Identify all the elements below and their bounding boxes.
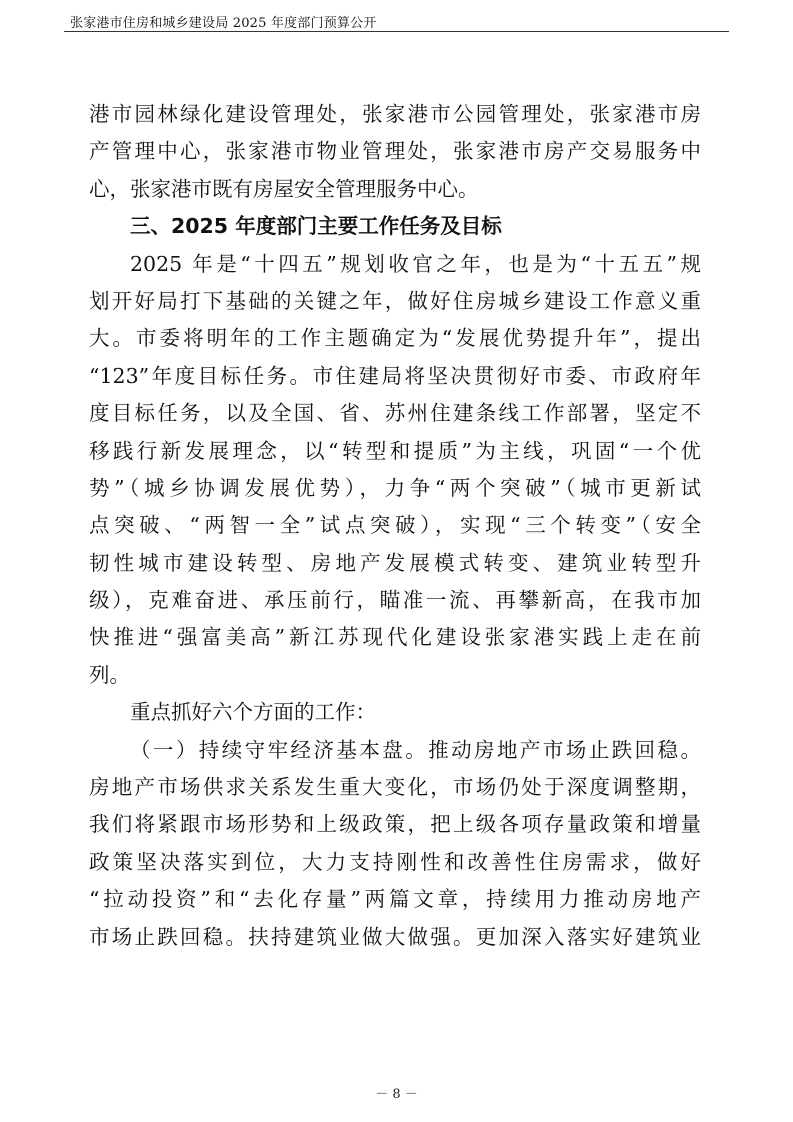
- text-line: 政策坚决落实到位，大力支持刚性和改善性住房需求，做好: [89, 849, 701, 874]
- text-line: 划开好局打下基础的关键之年，做好住房城乡建设工作意义重: [89, 288, 701, 313]
- text-line: 列。: [89, 662, 130, 687]
- text-line: 港市园林绿化建设管理处，张家港市公园管理处，张家港市房: [89, 102, 701, 126]
- header-rule: [64, 31, 729, 32]
- text-line: 快推进“强富美高”新江苏现代化建设张家港实践上走在前: [89, 625, 701, 650]
- text-line: 产管理中心，张家港市物业管理处，张家港市房产交易服务中: [89, 139, 701, 164]
- document-body: [89, 96, 701, 956]
- section-heading: 三、2025 年度部门主要工作任务及目标: [130, 214, 502, 239]
- page-number: － 8 －: [375, 1087, 418, 1102]
- running-header: 张家港市住房和城乡建设局 2025 年度部门预算公开: [70, 16, 377, 31]
- text-line: 重点抓好六个方面的工作：: [130, 700, 376, 725]
- text-line: 级），克难奋进、承压前行，瞄准一流、再攀新高，在我市加: [89, 588, 701, 613]
- text-line: 我们将紧跟市场形势和上级政策，把上级各项存量政策和增量: [89, 812, 701, 837]
- text-line: 房地产市场供求关系发生重大变化，市场仍处于深度调整期，: [89, 775, 701, 800]
- text-line: 点突破、“两智一全”试点突破），实现“三个转变”（安全: [89, 513, 701, 538]
- text-line: 大。市委将明年的工作主题确定为“发展优势提升年”，提出: [89, 326, 701, 351]
- text-line: 势”（城乡协调发展优势），力争“两个突破”（城市更新试: [89, 475, 701, 500]
- text-line: 度目标任务，以及全国、省、苏州住建条线工作部署，坚定不: [89, 401, 701, 426]
- text-line: 2025 年是“十四五”规划收官之年，也是为“十五五”规: [130, 251, 701, 276]
- text-line: 韧性城市建设转型、房地产发展模式转变、建筑业转型升: [89, 550, 701, 575]
- text-line: 市场止跌回稳。扶持建筑业做大做强。更加深入落实好建筑业: [89, 924, 701, 949]
- text-line: “123”年度目标任务。市住建局将坚决贯彻好市委、市政府年: [89, 363, 701, 388]
- text-line: 移践行新发展理念，以“转型和提质”为主线，巩固“一个优: [89, 438, 701, 463]
- text-line: （一）持续守牢经济基本盘。推动房地产市场止跌回稳。: [130, 737, 701, 762]
- text-line: “拉动投资”和“去化存量”两篇文章，持续用力推动房地产: [89, 887, 701, 912]
- text-line: 心，张家港市既有房屋安全管理服务中心。: [89, 176, 479, 201]
